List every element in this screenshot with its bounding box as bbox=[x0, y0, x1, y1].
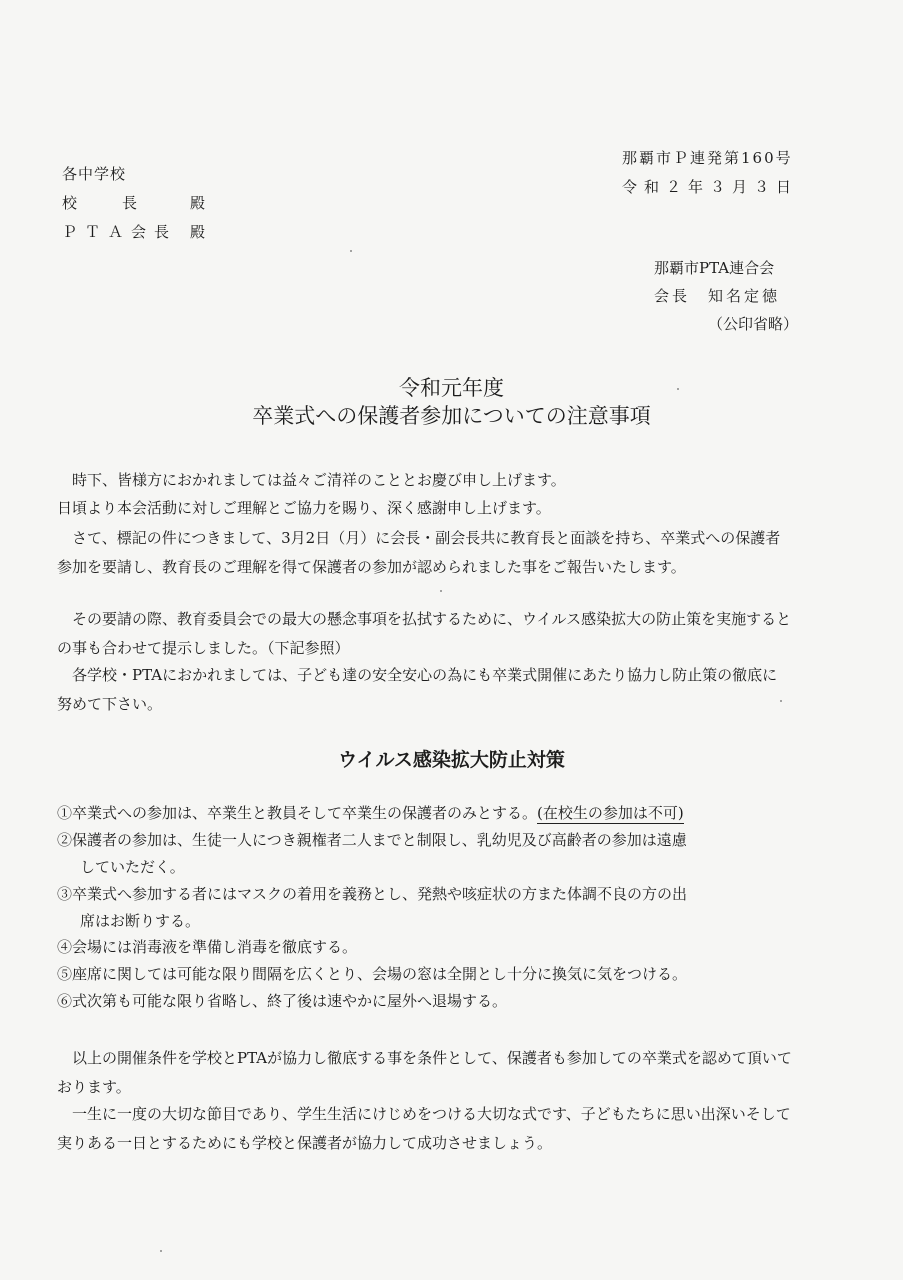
recipient-principal-honorific: 殿 bbox=[190, 194, 207, 212]
scan-speck bbox=[160, 1250, 162, 1252]
measure-item-5: ⑤座席に関しては可能な限り間隔を広くとり、会場の窓は全開とし十分に換気に気をつける。 bbox=[57, 965, 688, 983]
seal-note: （公印省略） bbox=[708, 315, 799, 333]
measure-item-2-line2: していただく。 bbox=[80, 858, 185, 876]
body-paragraph-5: 各学校・PTAにおかれましては、子ども達の安全安心の為にも卒業式開催にあたり協力し防止策の徹底に努めて下さい。 bbox=[57, 666, 778, 713]
sender-name: 会長 知名定徳 bbox=[654, 287, 781, 305]
document-number: 那覇市Ｐ連発第160号 bbox=[622, 149, 793, 167]
closing-paragraph-1: 以上の開催条件を学校とPTAが協力し徹底する事を条件として、保護者も参加しての卒業式を認めて頂いております。 bbox=[57, 1049, 792, 1096]
scan-speck bbox=[440, 590, 442, 592]
measures-heading: ウイルス感染拡大防止対策 bbox=[338, 749, 565, 771]
recipient-schools: 各中学校 bbox=[62, 165, 127, 183]
scan-speck bbox=[350, 250, 352, 252]
measure-item-1-note: (在校生の参加は不可) bbox=[537, 804, 684, 822]
title-line1: 令和元年度 bbox=[399, 376, 504, 400]
measure-item-3-line1: ③卒業式へ参加する者にはマスクの着用を義務とし、発熱や咳症状の方また体調不良の方の出 bbox=[57, 885, 688, 903]
title-line2: 卒業式への保護者参加についての注意事項 bbox=[252, 404, 651, 428]
measure-item-3 bbox=[57, 881, 797, 935]
body-paragraph-4: その要請の際、教育委員会での最大の懸念事項を払拭するために、ウイルス感染拡大の防止策を実施するとの事も合わせて提示しました。（下記参照） bbox=[57, 610, 792, 657]
scan-speck bbox=[780, 700, 782, 702]
recipient-principal-char2: 長 bbox=[122, 194, 139, 212]
recipient-pta bbox=[62, 221, 206, 242]
body-paragraph-3: さて、標記の件につきまして、3月2日（月）に会長・副会長共に教育長と面談を持ち、卒業式への保護者参加を要請し、教育長のご理解を得て保護者の参加が認められました事をご報告いたします。 bbox=[57, 529, 781, 576]
document-date: 令和２年３月３日 bbox=[622, 178, 799, 196]
measure-item-4: ④会場には消毒液を準備し消毒を徹底する。 bbox=[57, 938, 358, 956]
body-paragraph-1: 時下、皆様方におかれましては益々ご清祥のこととお慶び申し上げます。 bbox=[72, 471, 566, 489]
measure-item-1 bbox=[57, 800, 797, 827]
recipient-pta-honorific: 殿 bbox=[190, 223, 206, 241]
recipient-pta-label: ＰＴＡ会長 bbox=[62, 223, 178, 241]
measure-item-2-line1: ②保護者の参加は、生徒一人につき親権者二人までと制限し、乳幼児及び高齢者の参加は遠慮 bbox=[57, 831, 687, 849]
measure-item-1-text: ①卒業式への参加は、卒業生と教員そして卒業生の保護者のみとする。 bbox=[57, 804, 538, 822]
sender-organization: 那覇市PTA連合会 bbox=[654, 259, 775, 277]
recipient-principal-char1: 校 bbox=[62, 194, 79, 212]
measure-item-3-line2: 席はお断りする。 bbox=[80, 912, 201, 930]
measure-item-2 bbox=[57, 827, 797, 881]
closing-paragraph-2: 一生に一度の大切な節目であり、学生生活にけじめをつける大切な式です、子どもたちに思い出深いそして実りある一日とするためにも学校と保護者が協力して成功させましょう。 bbox=[57, 1105, 791, 1152]
scan-speck bbox=[677, 388, 679, 390]
measure-item-6: ⑥式次第も可能な限り省略し、終了後は速やかに屋外へ退場する。 bbox=[57, 992, 508, 1010]
body-paragraph-2: 日頃より本会活動に対しご理解とご協力を賜り、深く感謝申し上げます。 bbox=[57, 499, 551, 517]
